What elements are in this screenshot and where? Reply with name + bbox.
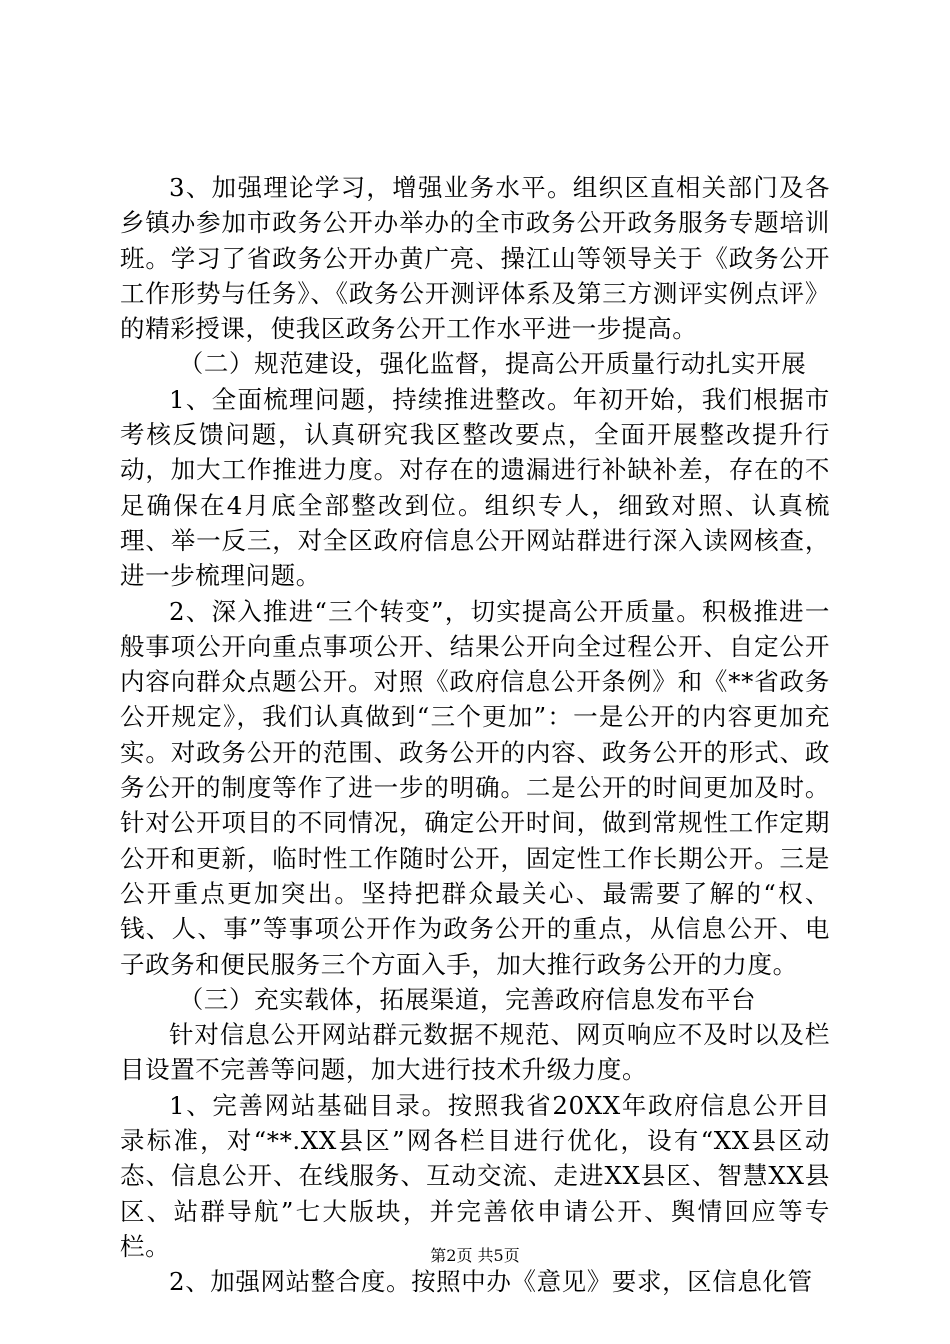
section-heading-2: （二）规范建设，强化监督，提高公开质量行动扎实开展 [178,349,807,379]
paragraph-three-changes: 2、深入推进“三个转变”，切实提高公开质量。积极推进一般事项公开向重点事项公开、结果公开向全过程公开、自定公开内容向群众点题公开。对照《政府信息公开条例》和《**省政务公开规定》，我们认真做到“三个更加”：一是公开的内容更加充实。对政务公开的范围、政务公开的内容、政务公开的形式、政务公开的制度等作了进一步的明确。二是公开的时间更加及时。针对公开项目的不同情况，确定公开时间，做到常规性工作定期公开和更新，临时性工作随时公开，固定性工作长期公开。三是公开重点更加突出。坚持把群众最关心、最需要了解的“权、钱、人、事”等事项公开作为政务公开的重点，从信息公开、电子政务和便民服务三个方面入手，加大推行政务公开的力度。 [120,596,830,979]
page-number-footer: 第2页 共5页 [430,1246,520,1265]
paragraph-tech-upgrade: 针对信息公开网站群元数据不规范、网页响应不及时以及栏目设置不完善等问题，加大进行技术升级力度。 [120,1020,830,1085]
document-body [120,170,830,1300]
paragraph-rectification: 1、全面梳理问题，持续推进整改。年初开始，我们根据市考核反馈问题，认真研究我区整改要点，全面开展整改提升行动，加大工作推进力度。对存在的遗漏进行补缺补差，存在的不足确保在4月底全部整改到位。组织专人，细致对照、认真梳理、举一反三，对全区政府信息公开网站群进行深入读网核查，进一步梳理问题。 [120,384,830,591]
paragraph-website-directory: 1、完善网站基础目录。按照我省20XX年政府信息公开目录标准，对“**.XX县区”网各栏目进行优化，设有“XX县区动态、信息公开、在线服务、互动交流、走进XX县区、智慧XX县区、站群导航”七大版块，并完善依申请公开、舆情回应等专栏。 [120,1090,830,1261]
section-heading-3: （三）充实载体，拓展渠道，完善政府信息发布平台 [178,984,757,1014]
paragraph-theory-study: 3、加强理论学习，增强业务水平。组织区直相关部门及各乡镇办参加市政务公开办举办的全市政务公开政务服务专题培训班。学习了省政务公开办黄广亮、操江山等领导关于《政务公开工作形势与任务》、《政务公开测评体系及第三方测评实例点评》的精彩授课，使我区政务公开工作水平进一步提高。 [120,173,830,344]
paragraph-website-integration: 2、加强网站整合度。按照中办《意见》要求，区信息化管 [169,1267,813,1297]
